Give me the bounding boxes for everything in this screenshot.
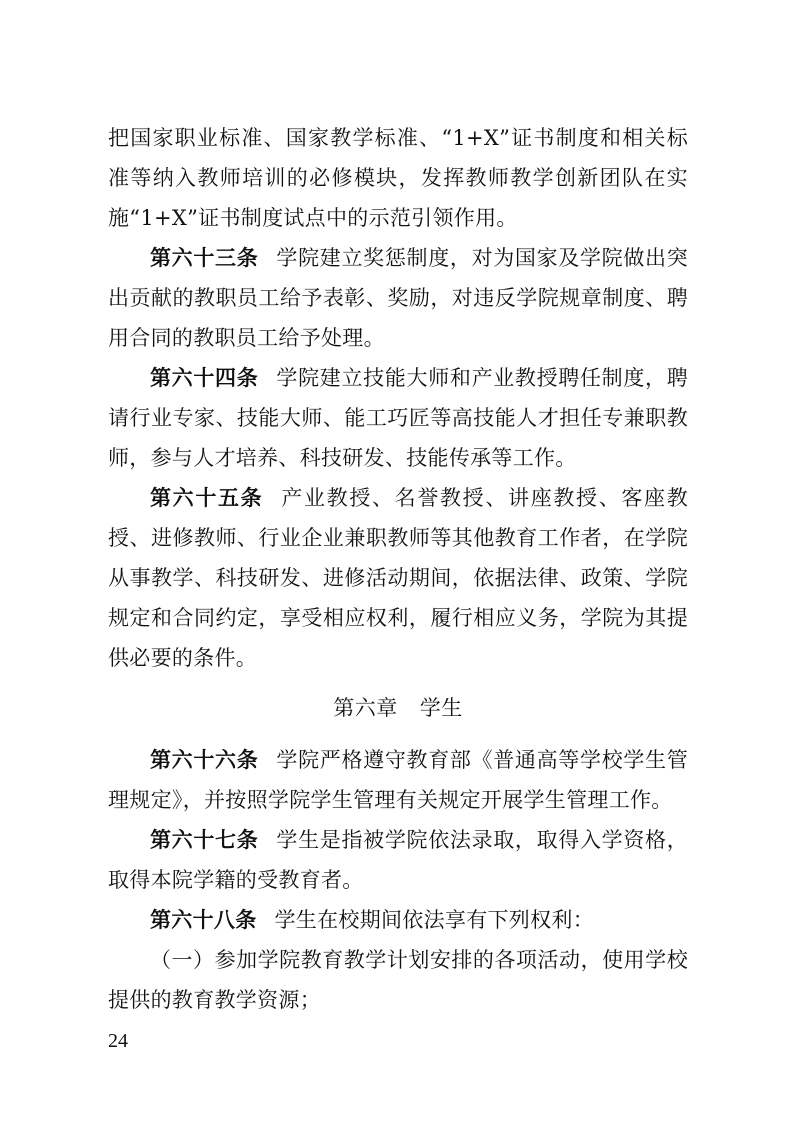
paragraph-text: （一）参加学院教育教学计划安排的各项活动，使用学校提供的教育教学资源； [108,948,688,1012]
list-item-1 [108,940,688,1020]
paragraph-text: 产业教授、名誉教授、讲座教授、客座教授、进修教师、行业企业兼职教师等其他教育工作者，在学院从事教学、科技研发、进修活动期间，依据法律、政策、学院规定和合同约定，享受相应权利，履行相应义务，学院为其提供必要的条件。 [108,486,688,670]
chapter-title: 学生 [419,696,463,720]
article-heading: 第六十五条 [150,486,264,510]
paragraph-text: 把国家职业标准、国家教学标准、“1+X”证书制度和相关标准等纳入教师培训的必修模块，发挥教师教学创新团队在实施“1+X”证书制度试点中的示范引领作用。 [108,126,688,230]
article-heading: 第六十八条 [150,908,257,932]
paragraph-text: 学生是指被学院依法录取，取得入学资格，取得本院学籍的受教育者。 [108,828,689,892]
paragraph-text: 学院严格遵守教育部《普通高等学校学生管理规定》，并按照学院学生管理有关规定开展学生管理工作。 [108,748,689,812]
chapter-number: 第六章 [333,696,398,720]
article-heading: 第六十七条 [150,828,259,852]
paragraph-text: 学院建立技能大师和产业教授聘任制度，聘请行业专家、技能大师、能工巧匠等高技能人才担任专兼职教师，参与人才培养、科技研发、技能传承等工作。 [108,366,689,470]
paragraph-continuation [108,118,688,238]
page-body [108,118,688,1020]
paragraph-text: 学生在校期间依法享有下列权利： [274,908,594,932]
article-heading: 第六十六条 [150,748,259,772]
page-number: 24 [108,1030,128,1052]
article-63 [108,238,688,358]
article-65 [108,478,688,678]
chapter-heading [108,688,688,728]
article-heading: 第六十三条 [150,246,259,270]
paragraph-text: 学院建立奖惩制度，对为国家及学院做出突出贡献的教职员工给予表彰、奖励，对违反学院规章制度、聘用合同的教职员工给予处理。 [108,246,689,350]
article-64 [108,358,688,478]
article-67 [108,820,688,900]
article-66 [108,740,688,820]
article-heading: 第六十四条 [150,366,259,390]
article-68 [108,900,688,940]
